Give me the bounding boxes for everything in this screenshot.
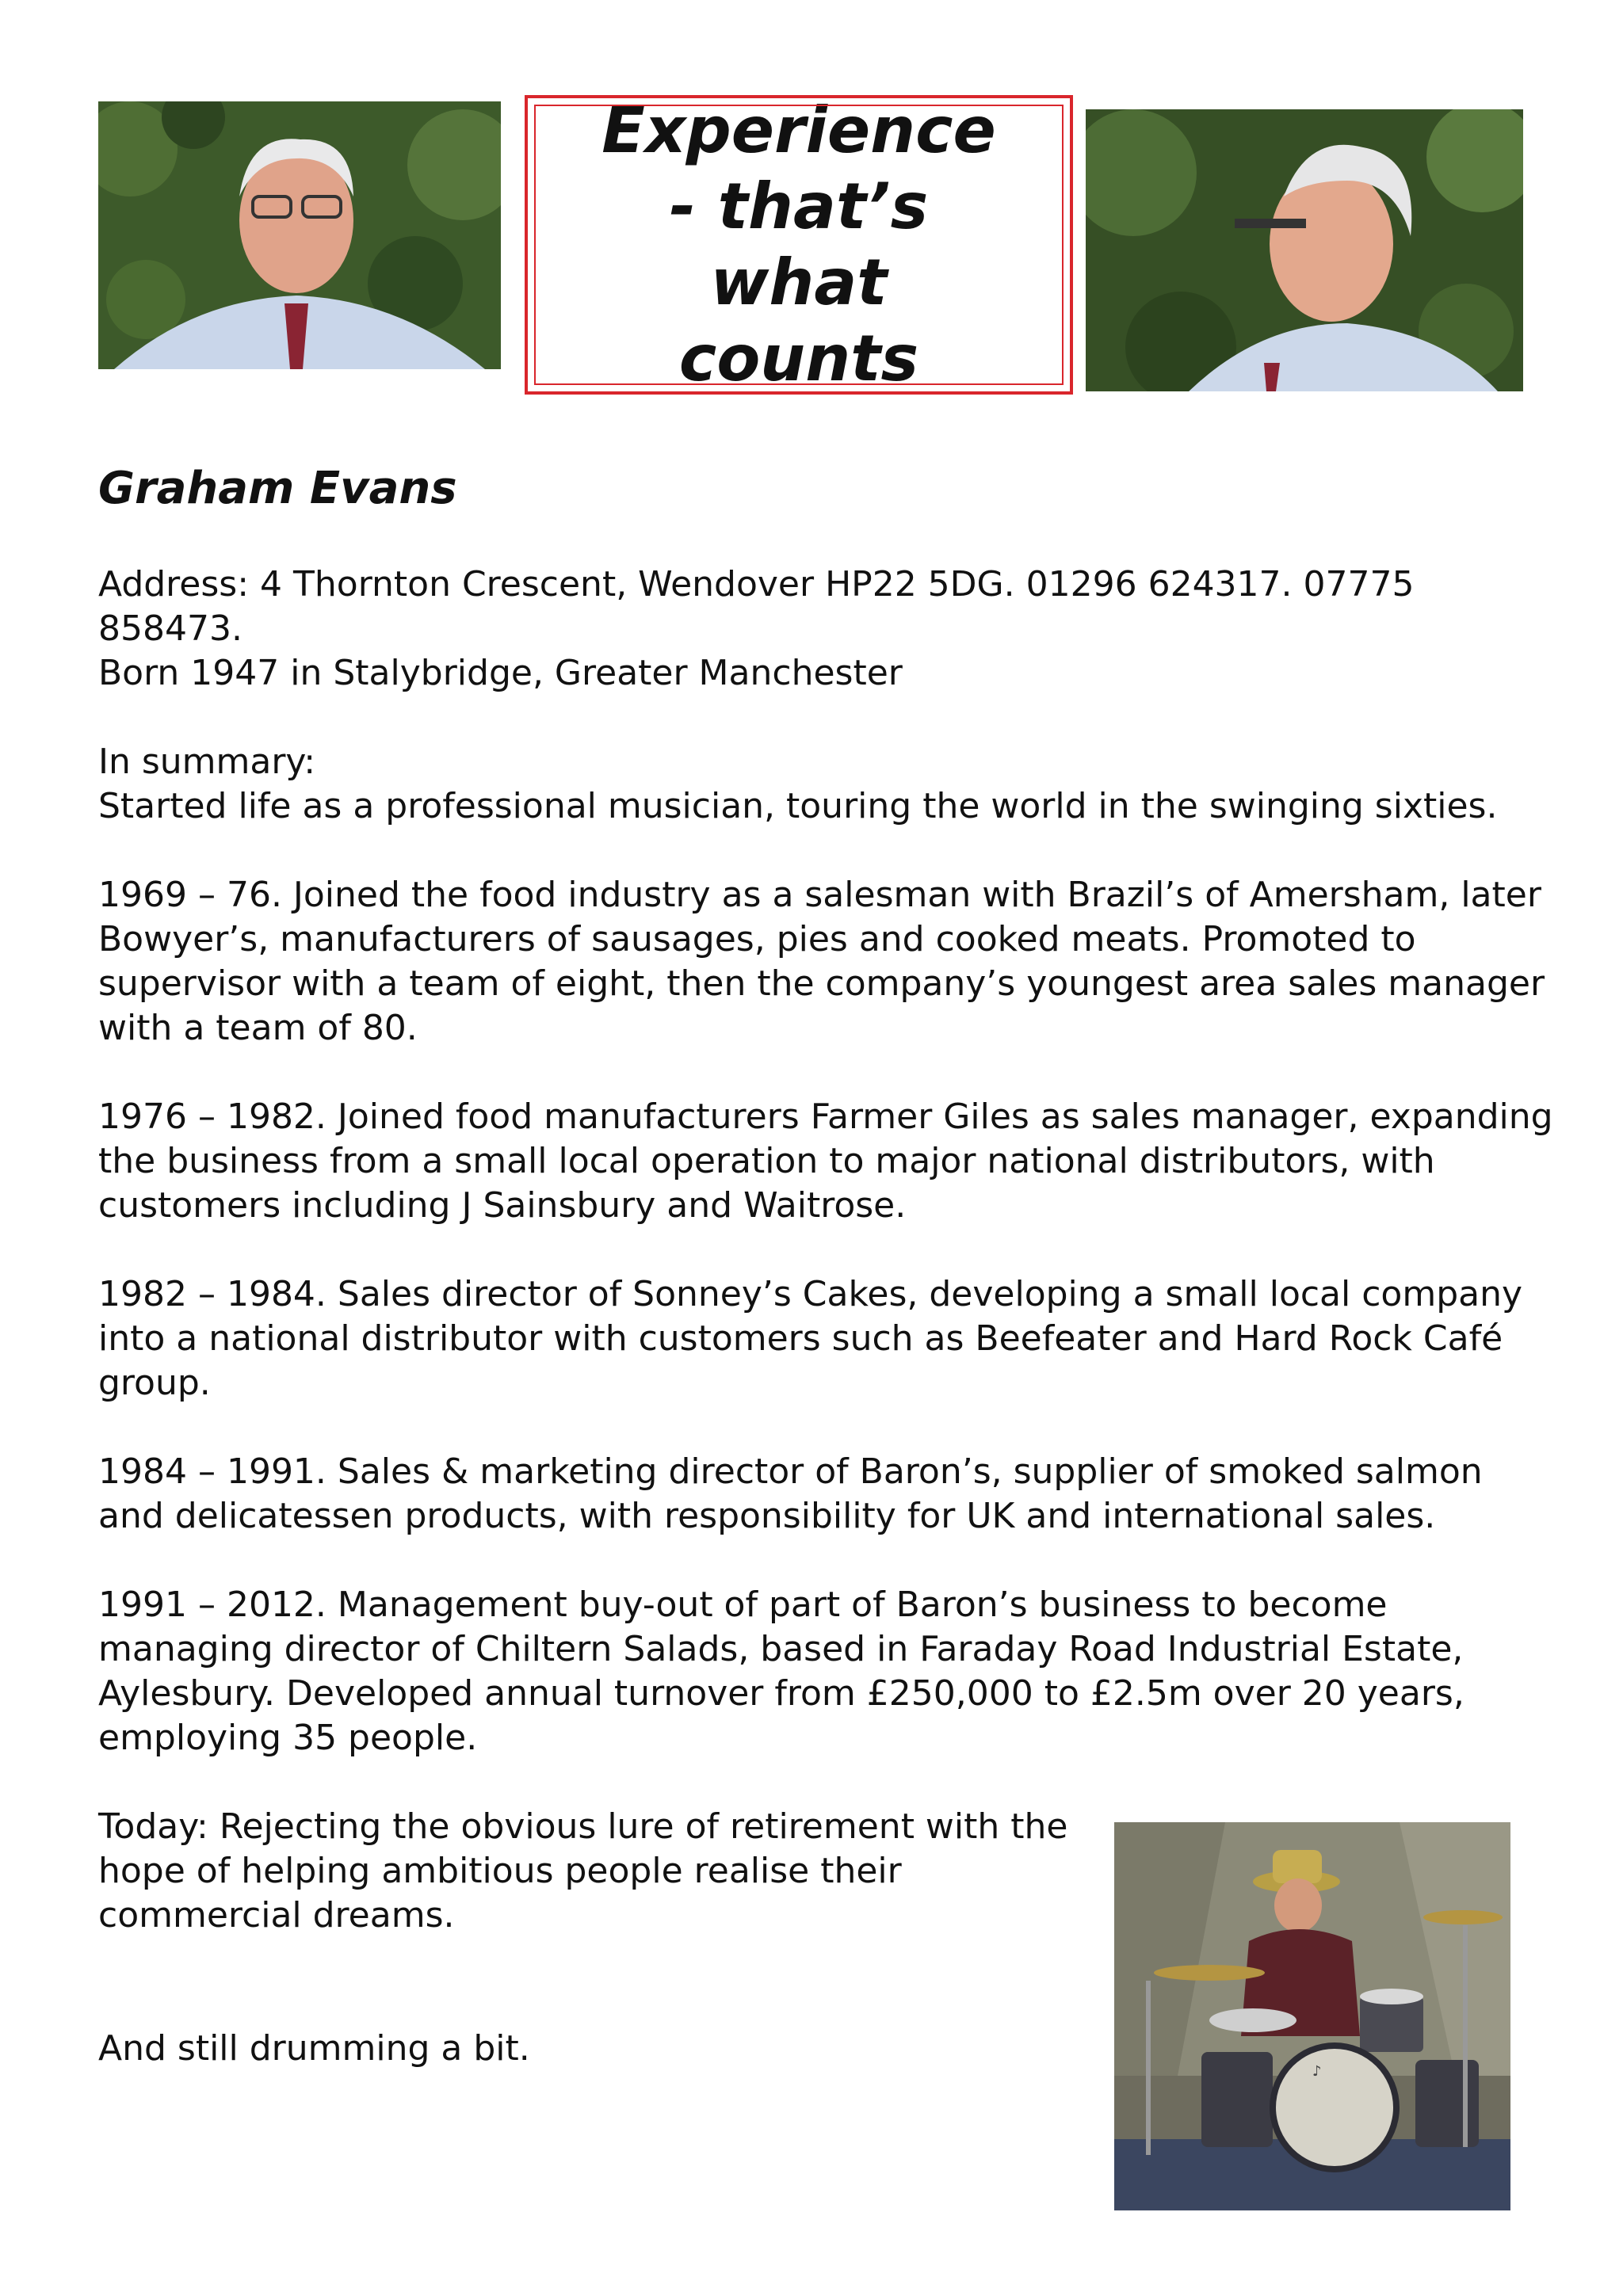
portrait-profile-photo [1086, 109, 1523, 391]
summary-text: Started life as a professional musician, touring the world in the swinging sixties. [98, 786, 1498, 826]
history-entry: 1969 – 76. Joined the food industry as a salesman with Brazil’s of Amersham, later Bowyer’s, manufacturers of sausages, pies and cooked meats. Promoted to supervisor with a team of eight, then the company’s youngest area sales manager with a team of 80. [98, 875, 1545, 1048]
closing-text: And still drumming a bit. [98, 2028, 530, 2069]
history-entry: 1984 – 1991. Sales & marketing director of Baron’s, supplier of smoked salmon and delicatessen products, with responsibility for UK and international sales. [98, 1451, 1483, 1536]
svg-text:♪: ♪ [1312, 2063, 1322, 2080]
history-entry: 1991 – 2012. Management buy-out of part of Baron’s business to become managing director of Chiltern Salads, based in Faraday Road Industrial Estate, Aylesbury. Developed annual turnover from £250,000 to £2.5m over 20 years, employing 35 people. [98, 1585, 1465, 1758]
title-box [525, 95, 1073, 395]
born-line: Born 1947 in Stalybridge, Greater Manchester [98, 653, 903, 693]
portrait-front-photo [98, 101, 501, 369]
summary-label: In summary: [98, 742, 316, 782]
page-title: Experience - that’s what counts [601, 93, 996, 395]
drumming-photo [1114, 1822, 1510, 2210]
person-name: Graham Evans [98, 463, 457, 514]
history-entry: 1976 – 1982. Joined food manufacturers Farmer Giles as sales manager, expanding the business from a small local operation to major national distributors, with customers including J Sainsbury and Waitrose. [98, 1097, 1553, 1226]
history-entry: 1982 – 1984. Sales director of Sonney’s Cakes, developing a small local company into a national distributor with customers such as Beefeater and Hard Rock Café group. [98, 1274, 1523, 1403]
address-line: Address: 4 Thornton Crescent, Wendover HP22 5DG. 01296 624317. 07775 858473. [98, 564, 1415, 649]
today-text: Today: Rejecting the obvious lure of retirement with the hope of helping ambitious people realise their commercial dreams. [98, 1806, 1068, 1936]
